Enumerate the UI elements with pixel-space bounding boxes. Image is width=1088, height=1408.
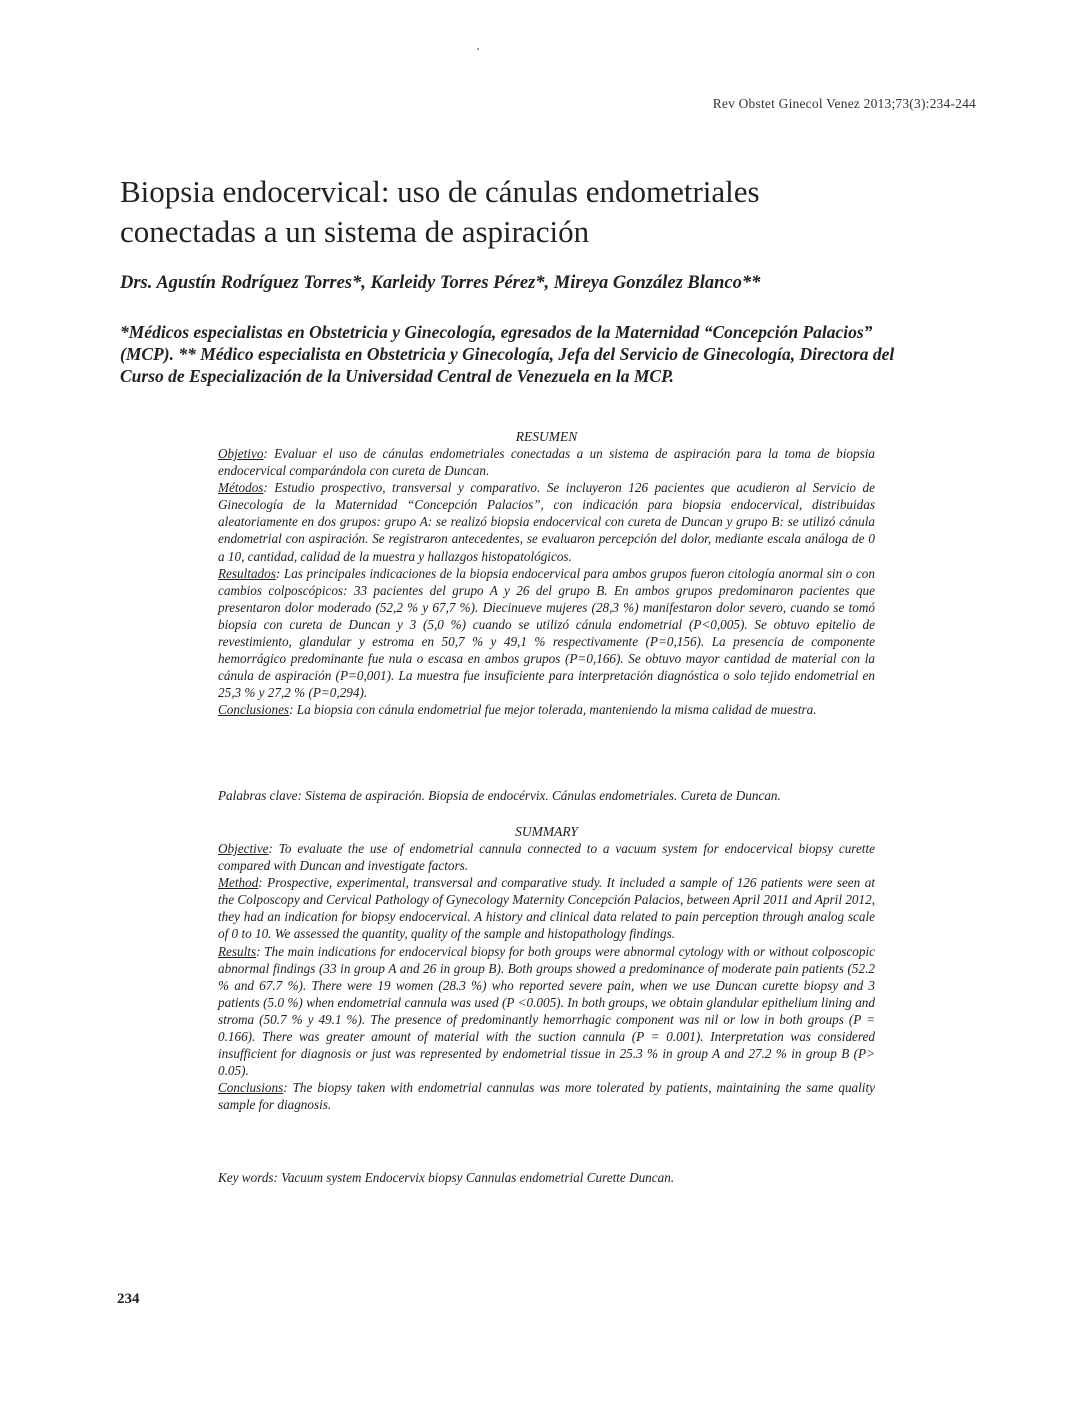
metodos-label: Métodos <box>218 480 264 496</box>
resumen-conclusiones <box>218 701 875 718</box>
results-text: : The main indications for endocervical biopsy for both groups were abnormal cytology with or without colposcopic abnormal findings (33 in group A and 26 in group B). Both groups showed a predominance of moderate pain patients (52.2 % and 67.7 %). There were 19 women (28.3 %) who reported severe pain, when we use Duncan curette biopsy and 3 patients (5.0 %) when endometrial cannula was used (P <0.005). In both groups, we obtain glandular epithelium lining and stroma (50.7 % y 49.1 %). The presence of predominantly hemorrhagic component was nil or low in both groups (P = 0.166). There was greater amount of material with the suction cannula (P = 0.001). Interpretation was considered insufficient for diagnosis or just was represented by endometrial tissue in 25.3 % in group A and 27.2 % in group B (P> 0.05). <box>218 943 875 1079</box>
scan-mark <box>477 48 479 50</box>
summary-block <box>218 823 875 1114</box>
summary-method <box>218 874 875 942</box>
method-text: : Prospective, experimental, transversal and comparative study. It included a sample of 126 patients were seen at the Colposcopy and Cervical Pathology of Gynecology Maternity Concepción Palacios, between April 2011 and April 2012, they had an indication for biopsy endocervical. A history and clinical data related to pain perception through analog scale of 0 to 10. We assessed the quantity, quality of the sample and histopathology findings. <box>218 875 875 942</box>
summary-heading: SUMMARY <box>515 824 578 839</box>
journal-reference: Rev Obstet Ginecol Venez 2013;73(3):234-244 <box>712 96 976 111</box>
resumen-resultados <box>218 565 875 702</box>
objetivo-label: Objetivo <box>218 446 264 461</box>
palabras-clave: Palabras clave: Sistema de aspiración. Biopsia de endocérvix. Cánulas endometriales. Cureta de Duncan. <box>218 788 781 803</box>
conclusions-text: : The biopsy taken with endometrial cannulas was more tolerated by patients, maintaining the same quality sample for diagnosis. <box>218 1080 875 1113</box>
affiliations <box>120 321 982 387</box>
summary-conclusions <box>218 1079 875 1113</box>
resumen-heading: RESUMEN <box>515 429 578 444</box>
article-title-line-1: Biopsia endocervical: uso de cánulas endometriales <box>120 174 760 209</box>
resumen-metodos <box>218 479 875 564</box>
affiliation-line-2: (MCP). ** Médico especialista en Obstetricia y Ginecología, Jefa del Servicio de Ginecología, Directora del <box>120 344 895 364</box>
conclusions-label: Conclusions <box>218 1080 284 1096</box>
conclusiones-label: Conclusiones <box>218 702 290 718</box>
method-label: Method <box>218 875 259 891</box>
objective-label: Objective <box>218 841 269 856</box>
resultados-text: : Las principales indicaciones de la biopsia endocervical para ambos grupos fueron citología anormal sin o con cambios colposcópicos: 33 pacientes del grupo A y 26 del grupo B. En ambos grupos predominaron pacientes que presentaron dolor moderado (52,2 % y 67,7 %). Diecinueve mujeres (28,3 %) manifestaron dolor severo, cuando se tomó biopsia con cureta de Duncan y 3 (5,0 %) cuando se utilizó cánula endometrial (P<0,005). Se obtuvo epitelio de revestimiento, glandular y estroma en 50,7 % y 49,1 % respectivamente (P=0,156). La presencia de componente hemorrágico predominante fue nula o escasa en ambos grupos (P=0,166). Se obtuvo mayor cantidad de material con la cánula de aspiración (P=0,001). La muestra fue insuficiente para interpretación diagnóstica o solo tejido endometrial en 25,3 % y 27,2 % (P=0,294). <box>218 565 875 701</box>
authors: Drs. Agustín Rodríguez Torres*, Karleidy Torres Pérez*, Mireya González Blanco** <box>120 273 761 293</box>
resumen-block <box>218 428 875 719</box>
key-words: Key words: Vacuum system Endocervix biopsy Cannulas endometrial Curette Duncan. <box>218 1170 675 1185</box>
affiliation-line-1: *Médicos especialistas en Obstetricia y Ginecología, egresados de la Maternidad “Concepción Palacios” <box>120 322 873 342</box>
objective-text: : To evaluate the use of endometrial cannula connected to a vacuum system for endocervical biopsy curette compared with Duncan and investigate factors. <box>218 841 875 874</box>
resultados-label: Resultados <box>218 565 276 581</box>
article-title <box>120 172 980 252</box>
affiliation-line-3: Curso de Especialización de la Universidad Central de Venezuela en la MCP. <box>120 366 674 386</box>
page-number: 234 <box>117 1291 140 1307</box>
summary-objective <box>218 840 875 874</box>
conclusiones-text: : La biopsia con cánula endometrial fue mejor tolerada, manteniendo la misma calidad de muestra. <box>289 702 817 718</box>
metodos-text: : Estudio prospectivo, transversal y comparativo. Se incluyeron 126 pacientes que acudieron al Servicio de Ginecología de la Maternidad “Concepción Palacios”, con indicación para biopsia endocervical, distribuidas aleatoriamente en dos grupos: grupo A: se realizó biopsia endocervical con cureta de Duncan y grupo B: se utilizó cánula endometrial con aspiración. Se registraron antecedentes, se evaluaron percepción del dolor, mediante escala análoga de 0 a 10, cantidad, calidad de la muestra y hallazgos histopatológicos. <box>218 480 875 564</box>
objetivo-text: : Evaluar el uso de cánulas endometriales conectadas a un sistema de aspiración para la toma de biopsia endocervical comparándola con cureta de Duncan. <box>218 446 875 479</box>
article-title-line-2: conectadas a un sistema de aspiración <box>120 214 590 249</box>
summary-results <box>218 943 875 1080</box>
results-label: Results <box>218 943 257 959</box>
resumen-objetivo <box>218 445 875 479</box>
